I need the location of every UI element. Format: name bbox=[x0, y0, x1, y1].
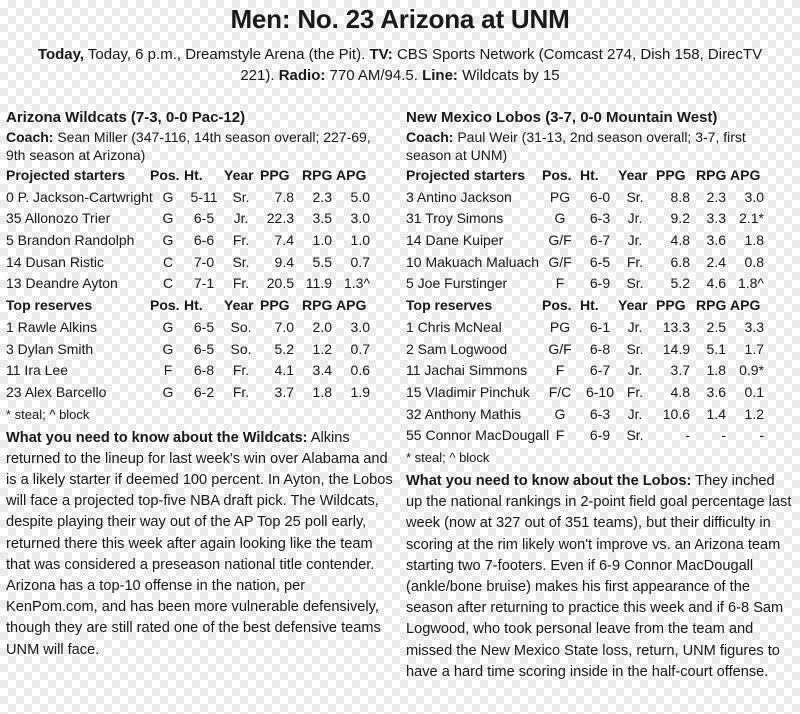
header-section: Top reserves bbox=[6, 297, 93, 314]
player-apg: 0.7 bbox=[350, 340, 370, 357]
player-pos: G bbox=[162, 188, 174, 205]
reserves-table bbox=[6, 295, 394, 403]
line-label: Line: bbox=[422, 67, 458, 84]
player-ppg: 5.2 bbox=[274, 340, 294, 357]
player-apg: 3.3 bbox=[744, 318, 764, 335]
coach-text: Paul Weir (31-13, 2nd season overall; 3-7, first season at UNM) bbox=[406, 129, 746, 163]
player-ht: 6-7 bbox=[589, 232, 611, 249]
player-rpg: 5.1 bbox=[706, 340, 726, 357]
player-apg: 3.0 bbox=[350, 318, 370, 335]
player-rpg: 2.5 bbox=[706, 318, 726, 335]
player-rpg: 3.6 bbox=[706, 232, 726, 249]
player-ht: 6-7 bbox=[589, 362, 611, 379]
player-ppg: 20.5 bbox=[266, 275, 294, 292]
player-year: Jr. bbox=[627, 405, 643, 422]
header-year: Year bbox=[618, 297, 648, 314]
table-header-row bbox=[6, 165, 394, 187]
player-pos: F bbox=[555, 427, 565, 444]
player-rpg: 2.3 bbox=[706, 188, 726, 205]
player-rpg: 3.5 bbox=[312, 210, 332, 227]
header-pos: Pos. bbox=[542, 167, 572, 183]
player-name: 5 Brandon Randolph bbox=[6, 232, 135, 249]
player-name: 23 Alex Barcello bbox=[6, 383, 107, 400]
starters-table bbox=[406, 165, 794, 295]
player-year: Sr. bbox=[626, 188, 644, 205]
player-row bbox=[406, 317, 794, 339]
player-ht: 6-9 bbox=[589, 275, 611, 292]
player-year: Jr. bbox=[627, 362, 643, 379]
player-row bbox=[406, 339, 794, 361]
player-ppg: 4.8 bbox=[670, 383, 690, 400]
player-name: 0 P. Jackson-Cartwright bbox=[6, 188, 153, 205]
player-rpg: 4.6 bbox=[706, 275, 726, 292]
player-year: Jr. bbox=[627, 232, 643, 249]
player-row bbox=[6, 230, 394, 252]
player-apg: 2.1* bbox=[739, 210, 764, 227]
player-ppg: 6.8 bbox=[670, 253, 690, 270]
stat-footnote: * steal; ^ block bbox=[6, 406, 90, 422]
player-ppg: 14.9 bbox=[662, 340, 690, 357]
player-pos: G bbox=[162, 383, 174, 400]
player-ht: 6-8 bbox=[193, 362, 215, 379]
player-ppg: 13.3 bbox=[662, 318, 690, 335]
table-header-row bbox=[406, 295, 794, 317]
player-ht: 6-5 bbox=[193, 210, 215, 227]
player-ht: 6-10 bbox=[585, 383, 615, 400]
player-apg: 1.2 bbox=[744, 405, 764, 422]
player-pos: F bbox=[163, 362, 173, 379]
player-year: Sr. bbox=[232, 188, 250, 205]
header-ht: Ht. bbox=[184, 167, 203, 183]
know-text: Alkins returned to the lineup for last week's win over Alabama and is a likely starter if deemed 100 percent. In Ayton, the Lobos will face a projected top-five NBA draft pick. The Wildcats, despite playing their way out of the AP Top 25 poll early, returned there this week after again looking like the team that was considered a preseason national title contender. Arizona has a top-10 offense in the nation, per KenPom.com, and has been more vulnerable defensively, though they are still rated one of the best defensive teams UNM will face. bbox=[6, 429, 393, 658]
player-ht: 6-5 bbox=[589, 253, 611, 270]
player-apg: 0.9* bbox=[739, 362, 764, 379]
coach-label: Coach: bbox=[406, 129, 454, 145]
player-pos: F bbox=[555, 275, 565, 292]
header-ppg: PPG bbox=[656, 297, 686, 314]
header-apg: APG bbox=[730, 167, 761, 183]
player-ppg: 4.1 bbox=[274, 362, 294, 379]
reserves-table bbox=[406, 295, 794, 447]
know-label: What you need to know about the Lobos: bbox=[406, 472, 692, 489]
player-ppg: - bbox=[685, 427, 690, 444]
header-year: Year bbox=[224, 297, 254, 314]
header-rpg: RPG bbox=[696, 297, 727, 314]
header-pos: Pos. bbox=[150, 167, 180, 183]
player-rpg: 3.6 bbox=[706, 383, 726, 400]
player-name: 35 Allonozo Trier bbox=[6, 210, 111, 227]
player-ppg: 7.8 bbox=[274, 188, 294, 205]
player-year: Fr. bbox=[626, 383, 644, 400]
coach-line bbox=[406, 128, 794, 164]
player-row bbox=[406, 187, 794, 209]
player-pos: C bbox=[162, 275, 174, 292]
player-ht: 6-0 bbox=[589, 188, 611, 205]
player-apg: 0.7 bbox=[350, 253, 370, 270]
player-apg: 5.0 bbox=[350, 188, 370, 205]
player-name: 10 Makuach Maluach bbox=[406, 253, 540, 270]
header-pos: Pos. bbox=[150, 297, 180, 314]
player-rpg: 2.3 bbox=[312, 188, 332, 205]
player-year: So. bbox=[230, 318, 252, 335]
player-year: Sr. bbox=[232, 253, 250, 270]
line-text: Wildcats by 15 bbox=[457, 67, 560, 84]
player-rpg: 1.8 bbox=[706, 362, 726, 379]
player-ht: 6-6 bbox=[193, 232, 215, 249]
player-pos: G bbox=[162, 210, 174, 227]
player-row bbox=[6, 339, 394, 361]
player-name: 3 Antino Jackson bbox=[406, 188, 512, 205]
player-rpg: 3.3 bbox=[706, 210, 726, 227]
player-ppg: 9.4 bbox=[274, 253, 294, 270]
player-pos: G bbox=[162, 340, 174, 357]
player-ppg: 7.4 bbox=[274, 232, 294, 249]
player-apg: 0.8 bbox=[744, 253, 764, 270]
player-name: 11 Jachai Simmons bbox=[406, 362, 528, 379]
know-text: They inched up the national rankings in 2-point field goal percentage last week (now at 327 out of 351 teams), but their difficulty in scoring at the rim likely won't improve vs. an Arizona team starting two 7-footers. Even if 6-9 Connor MacDougall (ankle/bone bruise) makes his first appearance of the season after returning to practice this week and if 6-8 Sam Logwood, who took personal leave from the team and missed the New Mexico State loss, return, UNM figures to have a hard time scoring inside in the half-court offense. bbox=[406, 472, 792, 680]
player-apg: 3.0 bbox=[350, 210, 370, 227]
player-pos: PG bbox=[549, 188, 571, 205]
player-rpg: 5.5 bbox=[312, 253, 332, 270]
player-pos: G/F bbox=[548, 232, 572, 249]
player-ppg: 8.8 bbox=[670, 188, 690, 205]
player-pos: F/C bbox=[548, 383, 572, 400]
player-rpg: 1.2 bbox=[312, 340, 332, 357]
player-ppg: 3.7 bbox=[274, 383, 294, 400]
player-name: 32 Anthony Mathis bbox=[406, 405, 522, 422]
player-name: 31 Troy Simons bbox=[406, 210, 504, 227]
header-year: Year bbox=[224, 167, 254, 183]
player-ht: 6-3 bbox=[589, 405, 611, 422]
player-apg: 1.8^ bbox=[737, 275, 764, 292]
player-row bbox=[406, 252, 794, 274]
player-name: 55 Connor MacDougall bbox=[406, 427, 550, 444]
player-row bbox=[6, 360, 394, 382]
player-row bbox=[406, 382, 794, 404]
game-info bbox=[30, 44, 770, 86]
player-row bbox=[6, 382, 394, 404]
player-row bbox=[6, 208, 394, 230]
player-year: Fr. bbox=[232, 275, 250, 292]
team-name: New Mexico Lobos (3-7, 0-0 Mountain West) bbox=[406, 109, 718, 126]
player-pos: G bbox=[554, 405, 566, 422]
coach-text: Sean Miller (347-116, 14th season overall; 227-69, 9th season at Arizona) bbox=[6, 129, 371, 163]
player-name: 13 Deandre Ayton bbox=[6, 275, 118, 292]
table-header-row bbox=[6, 295, 394, 317]
player-row bbox=[406, 208, 794, 230]
know-paragraph bbox=[406, 471, 794, 683]
player-ppg: 7.0 bbox=[274, 318, 294, 335]
player-pos: C bbox=[162, 253, 174, 270]
player-ht: 6-8 bbox=[589, 340, 611, 357]
starters-table bbox=[6, 165, 394, 295]
header-apg: APG bbox=[336, 167, 367, 183]
player-apg: 1.7 bbox=[744, 340, 764, 357]
player-ht: 7-1 bbox=[193, 275, 215, 292]
tv-label: TV: bbox=[369, 46, 393, 63]
player-ht: 5-11 bbox=[190, 188, 218, 205]
page-title: Men: No. 23 Arizona at UNM bbox=[230, 4, 570, 34]
header-year: Year bbox=[618, 167, 648, 183]
table-header-row bbox=[406, 165, 794, 187]
player-ppg: 4.8 bbox=[670, 232, 690, 249]
player-row bbox=[6, 273, 394, 295]
coach-label: Coach: bbox=[6, 129, 54, 145]
header-rpg: RPG bbox=[696, 167, 727, 183]
header-rpg: RPG bbox=[302, 167, 333, 183]
player-ht: 6-5 bbox=[193, 318, 215, 335]
player-ppg: 22.3 bbox=[266, 210, 294, 227]
player-apg: 1.8 bbox=[744, 232, 764, 249]
player-ht: 6-1 bbox=[589, 318, 611, 335]
player-ppg: 5.2 bbox=[670, 275, 690, 292]
team-name: Arizona Wildcats (7-3, 0-0 Pac-12) bbox=[6, 109, 246, 126]
player-rpg: 1.0 bbox=[312, 232, 332, 249]
player-row bbox=[6, 317, 394, 339]
player-apg: 1.0 bbox=[350, 232, 370, 249]
player-ppg: 10.6 bbox=[662, 405, 690, 422]
player-apg: 3.0 bbox=[744, 188, 764, 205]
header-section: Projected starters bbox=[6, 167, 126, 183]
header-ht: Ht. bbox=[580, 297, 599, 314]
today-text: Today, 6 p.m., Dreamstyle Arena (the Pit). bbox=[84, 46, 370, 63]
player-year: So. bbox=[230, 340, 252, 357]
player-rpg: 2.0 bbox=[312, 318, 332, 335]
header-apg: APG bbox=[336, 297, 367, 314]
player-pos: PG bbox=[549, 318, 571, 335]
player-year: Jr. bbox=[233, 210, 249, 227]
header-ht: Ht. bbox=[184, 297, 203, 314]
header-pos: Pos. bbox=[542, 297, 572, 314]
player-rpg: - bbox=[721, 427, 726, 444]
player-rpg: 1.4 bbox=[706, 405, 726, 422]
player-apg: - bbox=[759, 427, 764, 444]
player-year: Sr. bbox=[626, 427, 644, 444]
player-rpg: 2.4 bbox=[706, 253, 726, 270]
player-name: 15 Vladimir Pinchuk bbox=[406, 383, 530, 400]
player-pos: G bbox=[162, 318, 174, 335]
coach-line bbox=[6, 128, 394, 164]
player-row bbox=[406, 425, 794, 447]
unm-column bbox=[406, 107, 794, 683]
player-ht: 6-2 bbox=[193, 383, 215, 400]
player-year: Jr. bbox=[627, 318, 643, 335]
player-ppg: 3.7 bbox=[670, 362, 690, 379]
player-apg: 0.6 bbox=[350, 362, 370, 379]
tv-text: CBS Sports Network (Comcast 274, Dish 158, DirecTV 221). bbox=[240, 46, 763, 84]
today-label: Today, bbox=[37, 46, 85, 63]
player-year: Fr. bbox=[232, 232, 250, 249]
header-ppg: PPG bbox=[260, 167, 290, 183]
player-row bbox=[406, 273, 794, 295]
player-year: Sr. bbox=[626, 275, 644, 292]
player-rpg: 3.4 bbox=[312, 362, 332, 379]
player-row bbox=[6, 187, 394, 209]
player-name: 2 Sam Logwood bbox=[406, 340, 508, 357]
player-ht: 7-0 bbox=[193, 253, 215, 270]
player-row bbox=[406, 360, 794, 382]
player-name: 1 Chris McNeal bbox=[406, 318, 502, 335]
player-name: 11 Ira Lee bbox=[6, 362, 69, 379]
player-name: 1 Rawle Alkins bbox=[6, 318, 98, 335]
player-pos: G/F bbox=[548, 340, 572, 357]
player-name: 14 Dusan Ristic bbox=[6, 253, 105, 270]
header-ppg: PPG bbox=[656, 167, 686, 183]
radio-label: Radio: bbox=[278, 67, 326, 84]
player-row bbox=[406, 230, 794, 252]
know-label: What you need to know about the Wildcats: bbox=[6, 429, 308, 446]
player-year: Fr. bbox=[232, 383, 250, 400]
header-section: Top reserves bbox=[406, 297, 493, 314]
header-apg: APG bbox=[730, 297, 761, 314]
player-row bbox=[406, 404, 794, 426]
player-pos: G bbox=[162, 232, 174, 249]
player-year: Sr. bbox=[626, 340, 644, 357]
player-name: 3 Dylan Smith bbox=[6, 340, 94, 357]
know-paragraph bbox=[6, 428, 394, 661]
player-apg: 1.9 bbox=[350, 383, 370, 400]
player-apg: 1.3^ bbox=[343, 275, 370, 292]
player-year: Fr. bbox=[232, 362, 250, 379]
player-ht: 6-9 bbox=[589, 427, 611, 444]
player-ppg: 9.2 bbox=[670, 210, 690, 227]
player-pos: G/F bbox=[548, 253, 572, 270]
player-pos: F bbox=[555, 362, 565, 379]
player-rpg: 11.9 bbox=[305, 275, 332, 292]
radio-text: 770 AM/94.5. bbox=[325, 67, 423, 84]
player-apg: 0.1 bbox=[744, 383, 764, 400]
arizona-column bbox=[6, 107, 394, 661]
header-ht: Ht. bbox=[580, 167, 599, 183]
stat-footnote: * steal; ^ block bbox=[406, 449, 490, 465]
player-ht: 6-3 bbox=[589, 210, 611, 227]
player-year: Jr. bbox=[627, 210, 643, 227]
header-rpg: RPG bbox=[302, 297, 333, 314]
header-section: Projected starters bbox=[406, 167, 526, 183]
player-row bbox=[6, 252, 394, 274]
player-ht: 6-5 bbox=[193, 340, 215, 357]
header-ppg: PPG bbox=[260, 297, 290, 314]
player-name: 5 Joe Furstinger bbox=[406, 275, 508, 292]
player-year: Fr. bbox=[626, 253, 644, 270]
player-name: 14 Dane Kuiper bbox=[406, 232, 504, 249]
player-rpg: 1.8 bbox=[312, 383, 332, 400]
player-pos: G bbox=[554, 210, 566, 227]
